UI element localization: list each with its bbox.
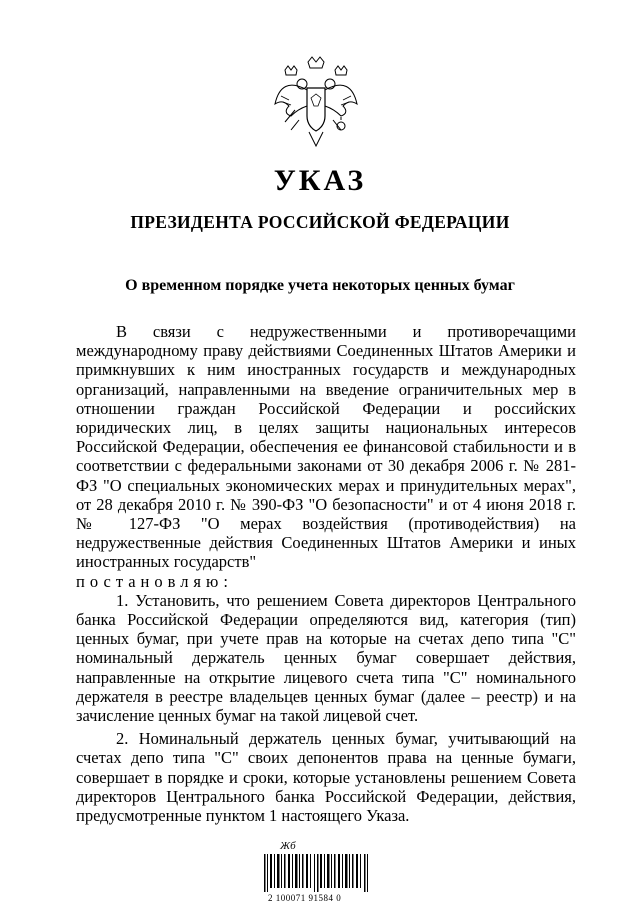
barcode-number: 2 100071 91584 0	[268, 893, 342, 903]
paragraph-1: 1. Установить, что решением Совета директоров Центрального банка Российской Федерации определяются вид, категория (тип) ценных бумаг, при учете прав на которые на счетах депо типа "С" номинальный держатель ценных бумаг совершает действия, направленные на открытие лицевого счета типа "С" номинального держателя в реестре владельцев ценных бумаг (далее – реестр) и на зачисление ценных бумаг на такой лицевой счет.	[76, 590, 576, 726]
document-heading: О временном порядке учета некоторых ценных бумаг	[125, 277, 515, 294]
resolve-word: постановляю:	[76, 571, 233, 591]
page-subtitle: ПРЕЗИДЕНТА РОССИЙСКОЙ ФЕДЕРАЦИИ	[130, 212, 510, 232]
barcode-mark: Жб	[280, 840, 296, 852]
document-body	[76, 322, 576, 825]
page-title: УКАЗ	[273, 164, 367, 197]
preamble-paragraph: В связи с недружественными и противоречащими международному праву действиями Соединенных Штатов Америки и примкнувших к ним иностранных государств и международных организаций, направленными на введение ограничительных мер в отношении граждан Российской Федерации и российских юридических лиц, в целях защиты национальных интересов Российской Федерации, обеспечения ее финансовой стабильности и в соответствии с федеральными законами от 30 декабря 2006 г. № 281-ФЗ "О специальных экономических мерах и принудительных мерах", от 28 декабря 2010 г. № 390-ФЗ "О безопасности" и от 4 июня 2018 г. № 127-ФЗ "О мерах воздействия (противодействия) на недружественные действия Соединенных Штатов Америки и иных иностранных государств"	[76, 322, 576, 572]
paragraph-2: 2. Номинальный держатель ценных бумаг, учитывающий на счетах депо типа "С" своих депонентов права на ценные бумаги, совершает в порядке и сроки, которые установлены решением Совета директоров Центрального банка Российской Федерации, действия, предусмотренные пунктом 1 настоящего Указа.	[76, 729, 576, 826]
resolve-line	[76, 572, 576, 591]
barcode-icon	[262, 854, 372, 892]
barcode	[262, 840, 382, 903]
coat-of-arms-icon	[271, 56, 361, 154]
